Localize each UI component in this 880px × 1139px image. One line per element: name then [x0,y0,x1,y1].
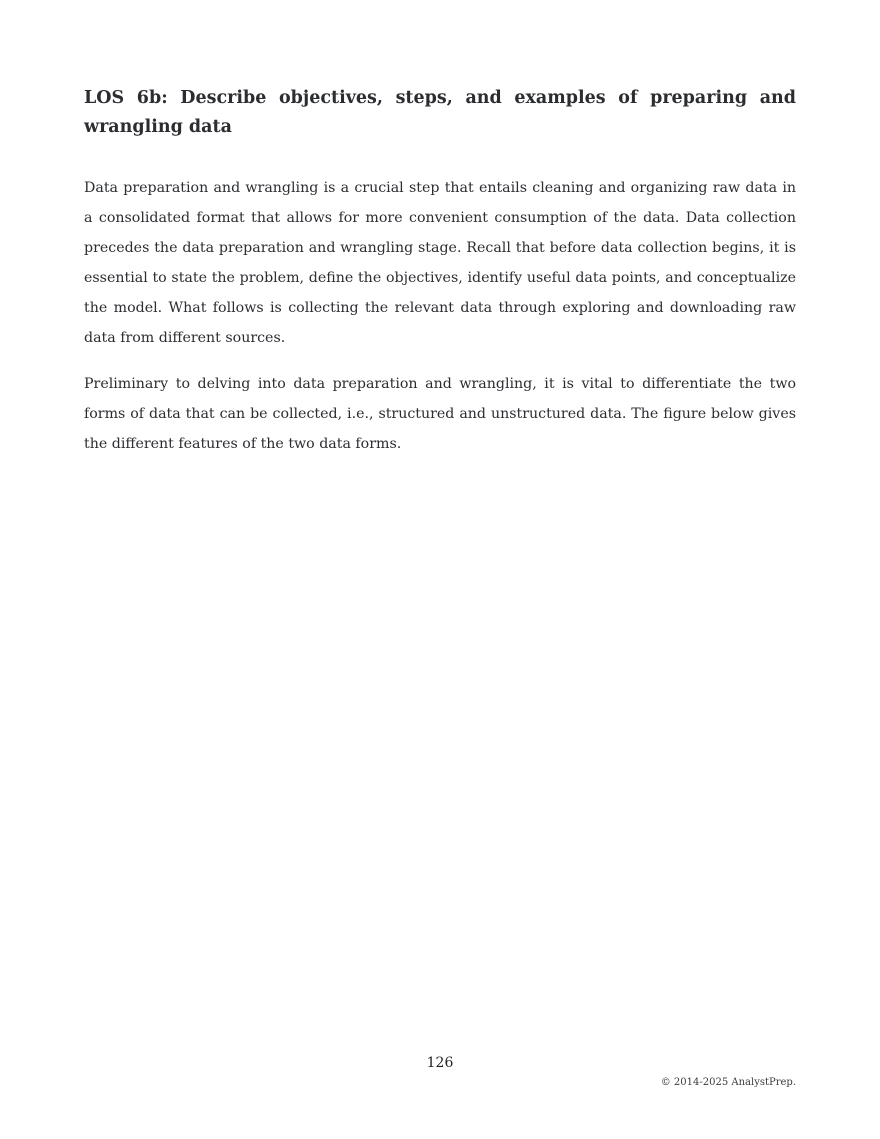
body-paragraph-1: Data preparation and wrangling is a crucial step that entails cleaning and organizing raw data in a consolidated format that allows for more convenient consumption of the data. Data collection precedes the data preparation and wrangling stage. Recall that before data collection begins, it is essential to state the problem, define the objectives, identify useful data points, and conceptualize the model. What follows is collecting the relevant data through exploring and downloading raw data from different sources. [84,180,796,347]
page-content [84,84,796,459]
section-heading: LOS 6b: Describe objectives, steps, and examples of preparing and wrangling data [84,88,796,137]
page-number: 126 [426,1055,454,1071]
copyright-notice: © 2014-2025 AnalystPrep. [660,1077,796,1088]
body-paragraph-2: Preliminary to delving into data preparation and wrangling, it is vital to differentiate the two forms of data that can be collected, i.e., structured and unstructured data. The figure below gives the different features of the two data forms. [84,375,796,452]
